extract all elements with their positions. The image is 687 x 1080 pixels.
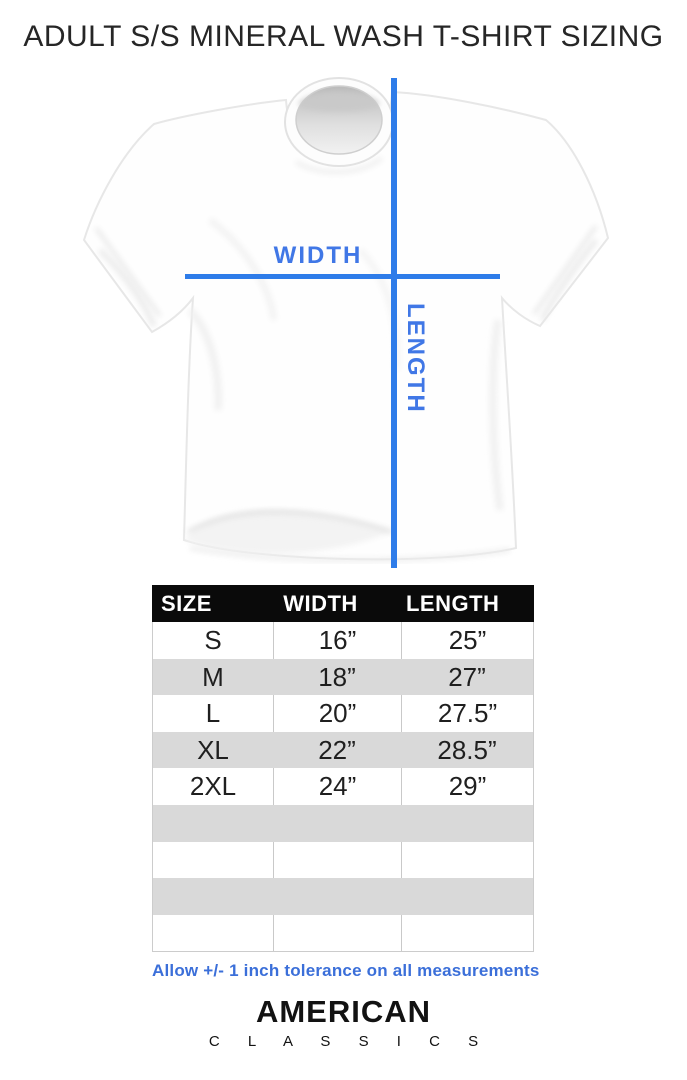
brand-line2: C L A S S I C S bbox=[208, 1033, 491, 1050]
width-cell bbox=[273, 915, 401, 952]
header-cell-length: LENGTH bbox=[405, 591, 500, 616]
length-line bbox=[391, 78, 397, 568]
width-cell: 18” bbox=[318, 661, 356, 692]
length-cell bbox=[401, 915, 533, 952]
length-cell bbox=[401, 842, 533, 879]
header-cell-width: WIDTH bbox=[283, 591, 358, 616]
size-cell bbox=[153, 805, 273, 842]
length-cell: 25” bbox=[401, 622, 533, 659]
width-cell: 20” bbox=[273, 695, 401, 732]
width-label: WIDTH bbox=[273, 242, 363, 269]
table-body bbox=[153, 622, 533, 951]
width-cell: 16” bbox=[273, 622, 401, 659]
table-row bbox=[153, 915, 533, 952]
length-cell bbox=[401, 805, 533, 842]
brand-logo bbox=[0, 994, 687, 1050]
table-row bbox=[153, 878, 533, 915]
size-cell bbox=[153, 842, 273, 879]
length-cell: 28.5” bbox=[437, 734, 497, 765]
width-cell bbox=[273, 878, 401, 915]
size-cell: L bbox=[205, 698, 221, 729]
length-cell: 27.5” bbox=[401, 695, 533, 732]
size-cell: 2XL bbox=[189, 771, 237, 802]
length-label: LENGTH bbox=[402, 303, 429, 414]
size-table bbox=[152, 585, 534, 952]
length-cell: 27” bbox=[448, 661, 486, 692]
width-cell bbox=[273, 842, 401, 879]
width-cell bbox=[273, 805, 401, 842]
table-row bbox=[153, 732, 533, 769]
table-row bbox=[153, 842, 533, 879]
shirt-collar bbox=[285, 78, 393, 166]
page-title: ADULT S/S MINERAL WASH T-SHIRT SIZING bbox=[23, 20, 664, 53]
table-row bbox=[153, 622, 533, 659]
size-cell bbox=[153, 878, 273, 915]
table-row bbox=[153, 659, 533, 696]
header-cell-size: SIZE bbox=[161, 591, 212, 616]
brand-line1: AMERICAN bbox=[255, 994, 432, 1029]
size-cell: S bbox=[204, 625, 222, 655]
table-row bbox=[153, 805, 533, 842]
width-line bbox=[185, 274, 500, 279]
width-cell: 22” bbox=[318, 734, 356, 765]
table-row bbox=[153, 695, 533, 732]
tshirt-image bbox=[60, 70, 630, 580]
size-cell bbox=[153, 915, 273, 952]
tolerance-note: Allow +/- 1 inch tolerance on all measurements bbox=[152, 961, 540, 980]
width-cell: 24” bbox=[273, 768, 401, 805]
size-cell: XL bbox=[197, 734, 229, 765]
length-cell bbox=[401, 878, 533, 915]
tshirt-diagram bbox=[60, 70, 630, 580]
table-row bbox=[153, 768, 533, 805]
table-header-row bbox=[152, 585, 534, 622]
length-cell: 29” bbox=[401, 768, 533, 805]
size-cell: M bbox=[202, 661, 224, 692]
